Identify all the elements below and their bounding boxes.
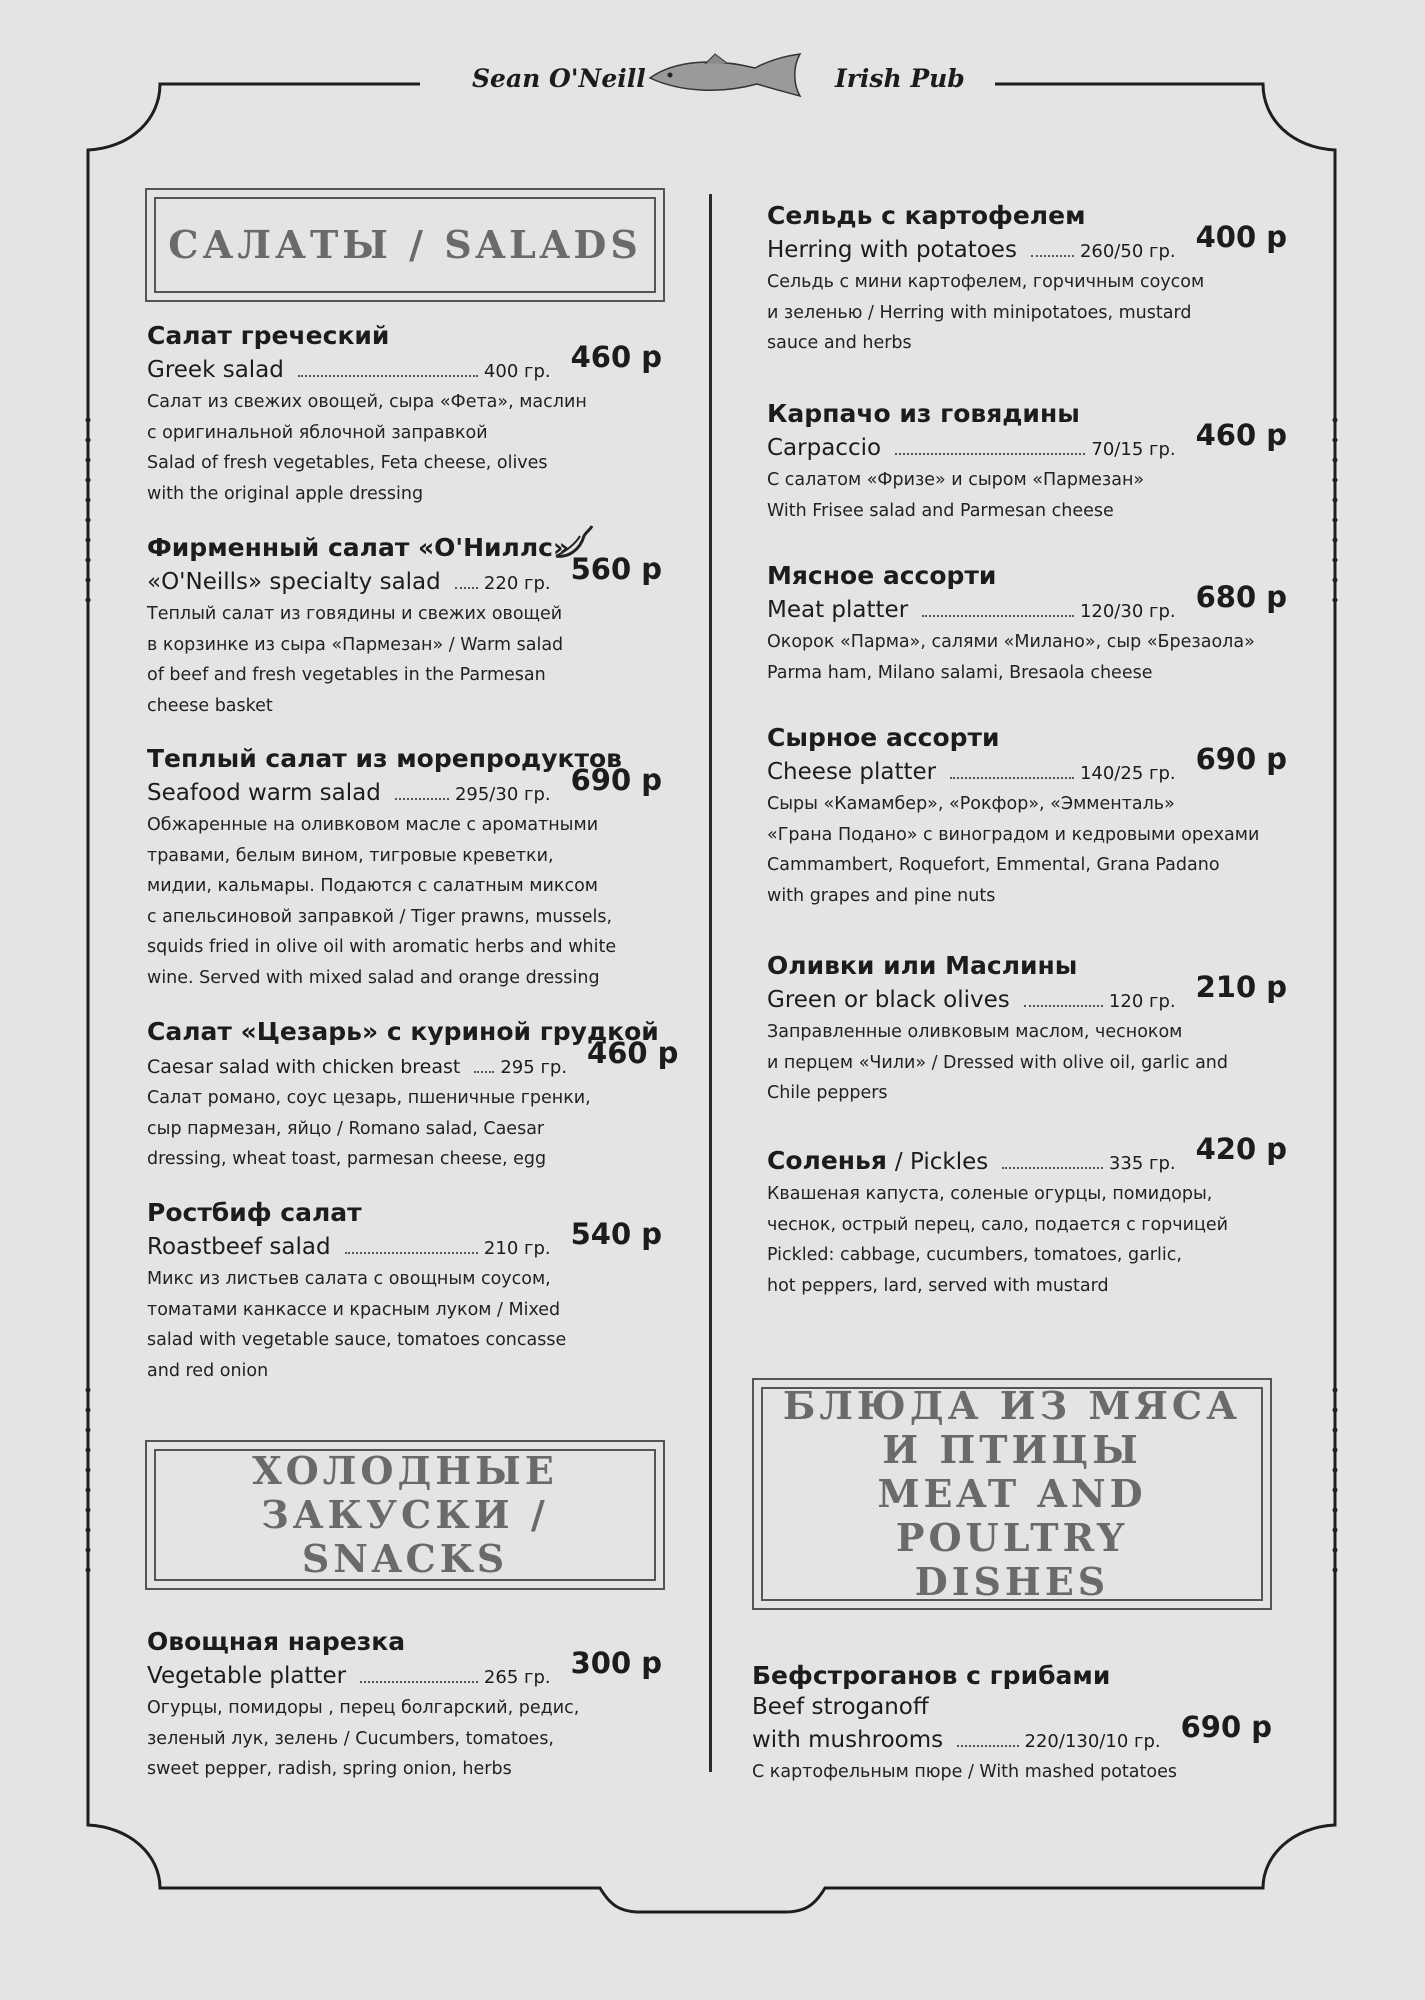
item-price: 210 р [1195, 970, 1287, 1004]
menu-item-roastbeef-salad [147, 1197, 662, 1386]
leader-dots [455, 587, 478, 589]
item-desc: Салат романо, соус цезарь, пшеничные гренки, сыр пармезан, яйцо / Romano salad, Caesar dressing, wheat toast, parmesan cheese, egg [147, 1088, 591, 1169]
menu-item-olives [767, 950, 1287, 1109]
item-name-ru: Оливки или Маслины [767, 951, 1078, 980]
item-weight: 120 гр. [1108, 991, 1176, 1012]
item-desc: Сыры «Камамбер», «Рокфор», «Эмменталь» «Грана Подано» с виноградом и кедровыми орехами Cammambert, Roquefort, Emmental, Grana Padano with grapes and pine nuts [767, 794, 1260, 906]
column-divider [709, 194, 712, 1772]
item-name-en: Cheese platter [767, 759, 937, 785]
item-price: 690 р [1195, 742, 1287, 776]
item-name-en: Greek salad [147, 357, 284, 383]
leader-dots [298, 375, 478, 377]
item-weight: 210 гр. [483, 1238, 551, 1259]
item-weight: 140/25 гр. [1079, 763, 1176, 784]
item-name-en: «O'Neills» specialty salad [147, 569, 441, 595]
item-name-en: Vegetable platter [147, 1663, 347, 1689]
item-weight: 295/30 гр. [454, 784, 551, 805]
meat-section-box [752, 1378, 1272, 1610]
item-weight: 400 гр. [483, 361, 551, 382]
item-price: 690 р [1180, 1710, 1272, 1744]
item-price: 560 р [570, 552, 662, 586]
item-weight: 120/30 гр. [1079, 601, 1176, 622]
pub-name-right: Irish Pub [835, 64, 965, 93]
item-name-en-2: with mushrooms [752, 1727, 944, 1753]
item-price: 460 р [587, 1036, 679, 1070]
menu-item-seafood-salad [147, 743, 662, 993]
leader-dots [360, 1681, 478, 1683]
item-price: 540 р [570, 1217, 662, 1251]
item-name-ru: Овощная нарезка [147, 1627, 406, 1656]
item-name-en: Carpaccio [767, 435, 882, 461]
leader-dots [895, 453, 1085, 455]
item-desc: Заправленные оливковым маслом, чесноком и перцем «Чили» / Dressed with olive oil, garlic and Chile peppers [767, 1022, 1229, 1103]
item-desc: Теплый салат из говядины и свежих овощей в корзинке из сыра «Пармезан» / Warm salad of beef and fresh vegetables in the Parmesan cheese basket [147, 604, 564, 716]
item-name-ru: Салат греческий [147, 321, 390, 350]
item-desc: Огурцы, помидоры , перец болгарский, редис, зеленый лук, зелень / Cucumbers, tomatoes, sweet pepper, radish, spring onion, herbs [147, 1698, 580, 1779]
menu-item-beef-stroganoff [752, 1660, 1272, 1788]
item-weight: 260/50 гр. [1079, 241, 1176, 262]
snacks-section-box [145, 1440, 665, 1590]
menu-item-greek-salad [147, 320, 662, 509]
item-name-ru: Бефстроганов с грибами [752, 1661, 1111, 1690]
item-name-en: Caesar salad with chicken breast [147, 1056, 461, 1078]
item-price: 400 р [1195, 220, 1287, 254]
item-name-ru: Теплый салат из морепродуктов [147, 744, 622, 773]
item-weight: 70/15 гр. [1091, 439, 1176, 460]
item-weight: 265 гр. [483, 1667, 551, 1688]
leader-dots [395, 798, 449, 800]
leader-dots [950, 777, 1074, 779]
item-desc: Салат из свежих овощей, сыра «Фета», маслин с оригинальной яблочной заправкой Salad of fresh vegetables, Feta cheese, olives with the original apple dressing [147, 392, 587, 504]
snacks-heading-line-1: ХОЛОДНЫЕ [252, 1448, 558, 1493]
item-price: 460 р [1195, 418, 1287, 452]
menu-item-herring [767, 200, 1287, 359]
meat-heading-line-4: DISHES [914, 1559, 1110, 1604]
fish-icon [645, 50, 805, 100]
item-name-en: Seafood warm salad [147, 780, 381, 806]
item-desc: Сельдь с мини картофелем, горчичным соусом и зеленью / Herring with minipotatoes, mustard sauce and herbs [767, 272, 1205, 353]
item-desc: Микс из листьев салата с овощным соусом, томатами канкассе и красным луком / Mixed salad with vegetable sauce, tomatoes concasse and red onion [147, 1269, 567, 1381]
item-weight: 295 гр. [500, 1057, 568, 1078]
item-desc: С салатом «Фризе» и сыром «Пармезан» With Frisee salad and Parmesan cheese [767, 470, 1145, 521]
snacks-heading-line-2: ЗАКУСКИ / SNACKS [261, 1492, 549, 1581]
item-name-ru: Соленья [767, 1146, 887, 1175]
salads-section-box [145, 188, 665, 302]
item-name-en: Beef stroganoff [752, 1694, 929, 1720]
item-desc: Обжаренные на оливковом масле с ароматными травами, белым вином, тигровые креветки, мидии, кальмары. Подаются с салатным миксом с апельсиновой заправкой / Tiger prawns, mussels, squids fried in olive oil with aromatic herbs and white wine. Served with mixed salad and orange dressing [147, 815, 617, 988]
pub-name-left: Sean O'Neill [472, 64, 646, 93]
salads-heading: САЛАТЫ / SALADS [168, 222, 642, 267]
item-price: 300 р [570, 1646, 662, 1680]
meat-heading-line-2: И ПТИЦЫ [882, 1427, 1142, 1472]
item-name-en: Green or black olives [767, 987, 1010, 1013]
item-name-ru: Фирменный салат «О'Ниллс» [147, 532, 662, 564]
item-price: 460 р [570, 340, 662, 374]
menu-item-vegetable-platter [147, 1626, 662, 1785]
item-name-ru: Сырное ассорти [767, 723, 1000, 752]
menu-item-cheese-platter [767, 722, 1287, 911]
item-name-ru: Сельдь с картофелем [767, 201, 1086, 230]
item-name-ru: Мясное ассорти [767, 561, 997, 590]
item-name-en: Roastbeef salad [147, 1234, 331, 1260]
item-weight: 220 гр. [483, 573, 551, 594]
menu-item-caesar-salad [147, 1016, 679, 1175]
item-weight: 335 гр. [1108, 1153, 1176, 1174]
item-desc: С картофельным пюре / With mashed potatoes [752, 1762, 1177, 1782]
item-name-en: Herring with potatoes [767, 237, 1017, 263]
meat-heading-line-3: MEAT AND POULTRY [877, 1471, 1147, 1560]
item-price: 680 р [1195, 580, 1287, 614]
item-name-en: Meat platter [767, 597, 909, 623]
item-weight: 220/130/10 гр. [1024, 1731, 1161, 1752]
item-desc: Квашеная капуста, соленые огурцы, помидоры, чеснок, острый перец, сало, подается с горчицей Pickled: cabbage, cucumbers, tomatoes, garlic, hot peppers, lard, served with mustard [767, 1184, 1229, 1296]
item-price: 420 р [1195, 1132, 1287, 1166]
meat-heading-line-1: БЛЮДА ИЗ МЯСА [782, 1383, 1242, 1428]
leader-dots [1002, 1167, 1103, 1169]
leader-dots [1031, 255, 1074, 257]
menu-item-meat-platter [767, 560, 1287, 688]
leader-dots [922, 615, 1074, 617]
leader-dots [474, 1071, 494, 1073]
item-name-ru: Карпачо из говядины [767, 399, 1080, 428]
menu-item-oneills-salad [147, 532, 662, 721]
item-price: 690 р [570, 763, 662, 797]
leader-dots [1024, 1005, 1103, 1007]
menu-item-carpaccio [767, 398, 1287, 526]
leader-dots [345, 1252, 478, 1254]
item-name-ru: Ростбиф салат [147, 1198, 362, 1227]
item-desc: Окорок «Парма», салями «Милано», сыр «Брезаола» Parma ham, Milano salami, Bresaola cheese [767, 632, 1255, 683]
item-name-ru: Салат «Цезарь» с куриной грудкой [147, 1017, 659, 1046]
menu-item-pickles [767, 1132, 1287, 1301]
leader-dots [957, 1745, 1018, 1747]
item-name-en: / Pickles [894, 1149, 989, 1175]
